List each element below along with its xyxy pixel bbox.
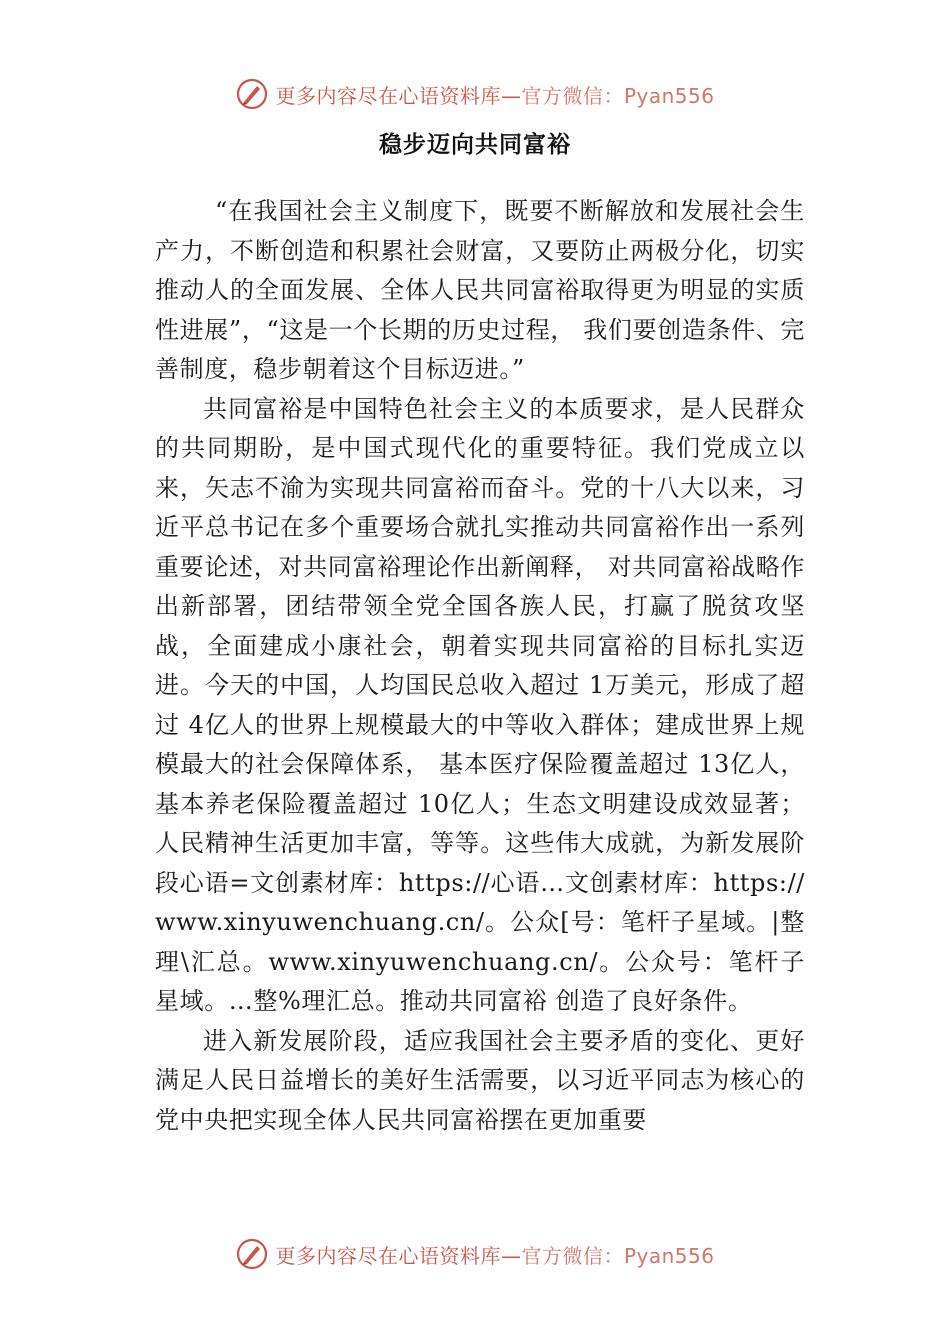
- paragraph-quote: “在我国社会主义制度下，既要不断解放和发展社会生产力，不断创造和积累社会财富，又要防止两极分化，切实推动人的全面发展、全体人民共同富裕取得更为明显的实质性进展”，“这是一个长期的历史过程， 我们要创造条件、完善制度，稳步朝着这个目标迈进。”: [155, 197, 805, 383]
- banner-text: [275, 1240, 714, 1269]
- header-banner: [0, 74, 950, 114]
- quill-pen-icon: [235, 1237, 269, 1271]
- footer-banner: [0, 1234, 950, 1274]
- document-title: 稳步迈向共同富裕: [379, 131, 571, 158]
- banner-wechat: 官方微信：Pyan556: [521, 83, 715, 108]
- paragraph-achievements: 共同富裕是中国特色社会主义的本质要求，是人民群众的共同期盼，是中国式现代化的重要特征。我们党成立以来，矢志不渝为实现共同富裕而奋斗。党的十八大以来，习近平总书记在多个重要场合就扎实推动共同富裕作出一系列重要论述，对共同富裕理论作出新阐释， 对共同富裕战略作出新部署，团结带领全党全国各族人民，打赢了脱贫攻坚战，全面建成小康社会，朝着实现共同富裕的目标扎实迈进。今天的中国，人均国民总收入超过 1万美元，形成了超过 4亿人的世界上规模最大的中等收入群体；建成世界上规模最大的社会保障体系， 基本医疗保险覆盖超过 13亿人，基本养老保险覆盖超过 10亿人；生态文明建设成效显著；人民精神生活更加丰富，等等。这些伟大成就，为新发展阶段心语=文创素材库：https://心语…文创素材库：https:// www.xinyuwenchuang.cn/。公众[号：笔杆子星域。|整理\汇总。www.xinyuwenchuang.cn/。公众号：笔杆子星域。…整%理汇总。推动共同富裕 创造了良好条件。: [155, 394, 805, 1015]
- paragraph-new-stage: 进入新发展阶段，适应我国社会主要矛盾的变化、更好满足人民日益增长的美好生活需要，以习近平同志为核心的党中央把实现全体人民共同富裕摆在更加重要: [155, 1026, 805, 1134]
- banner-text: [275, 80, 714, 109]
- banner-prefix: 更多内容尽在心语资料库—: [275, 83, 522, 108]
- banner-prefix: 更多内容尽在心语资料库—: [275, 1243, 522, 1268]
- banner-wechat: 官方微信：Pyan556: [521, 1243, 715, 1268]
- document-body: [155, 192, 805, 1140]
- quill-pen-icon: [235, 77, 269, 111]
